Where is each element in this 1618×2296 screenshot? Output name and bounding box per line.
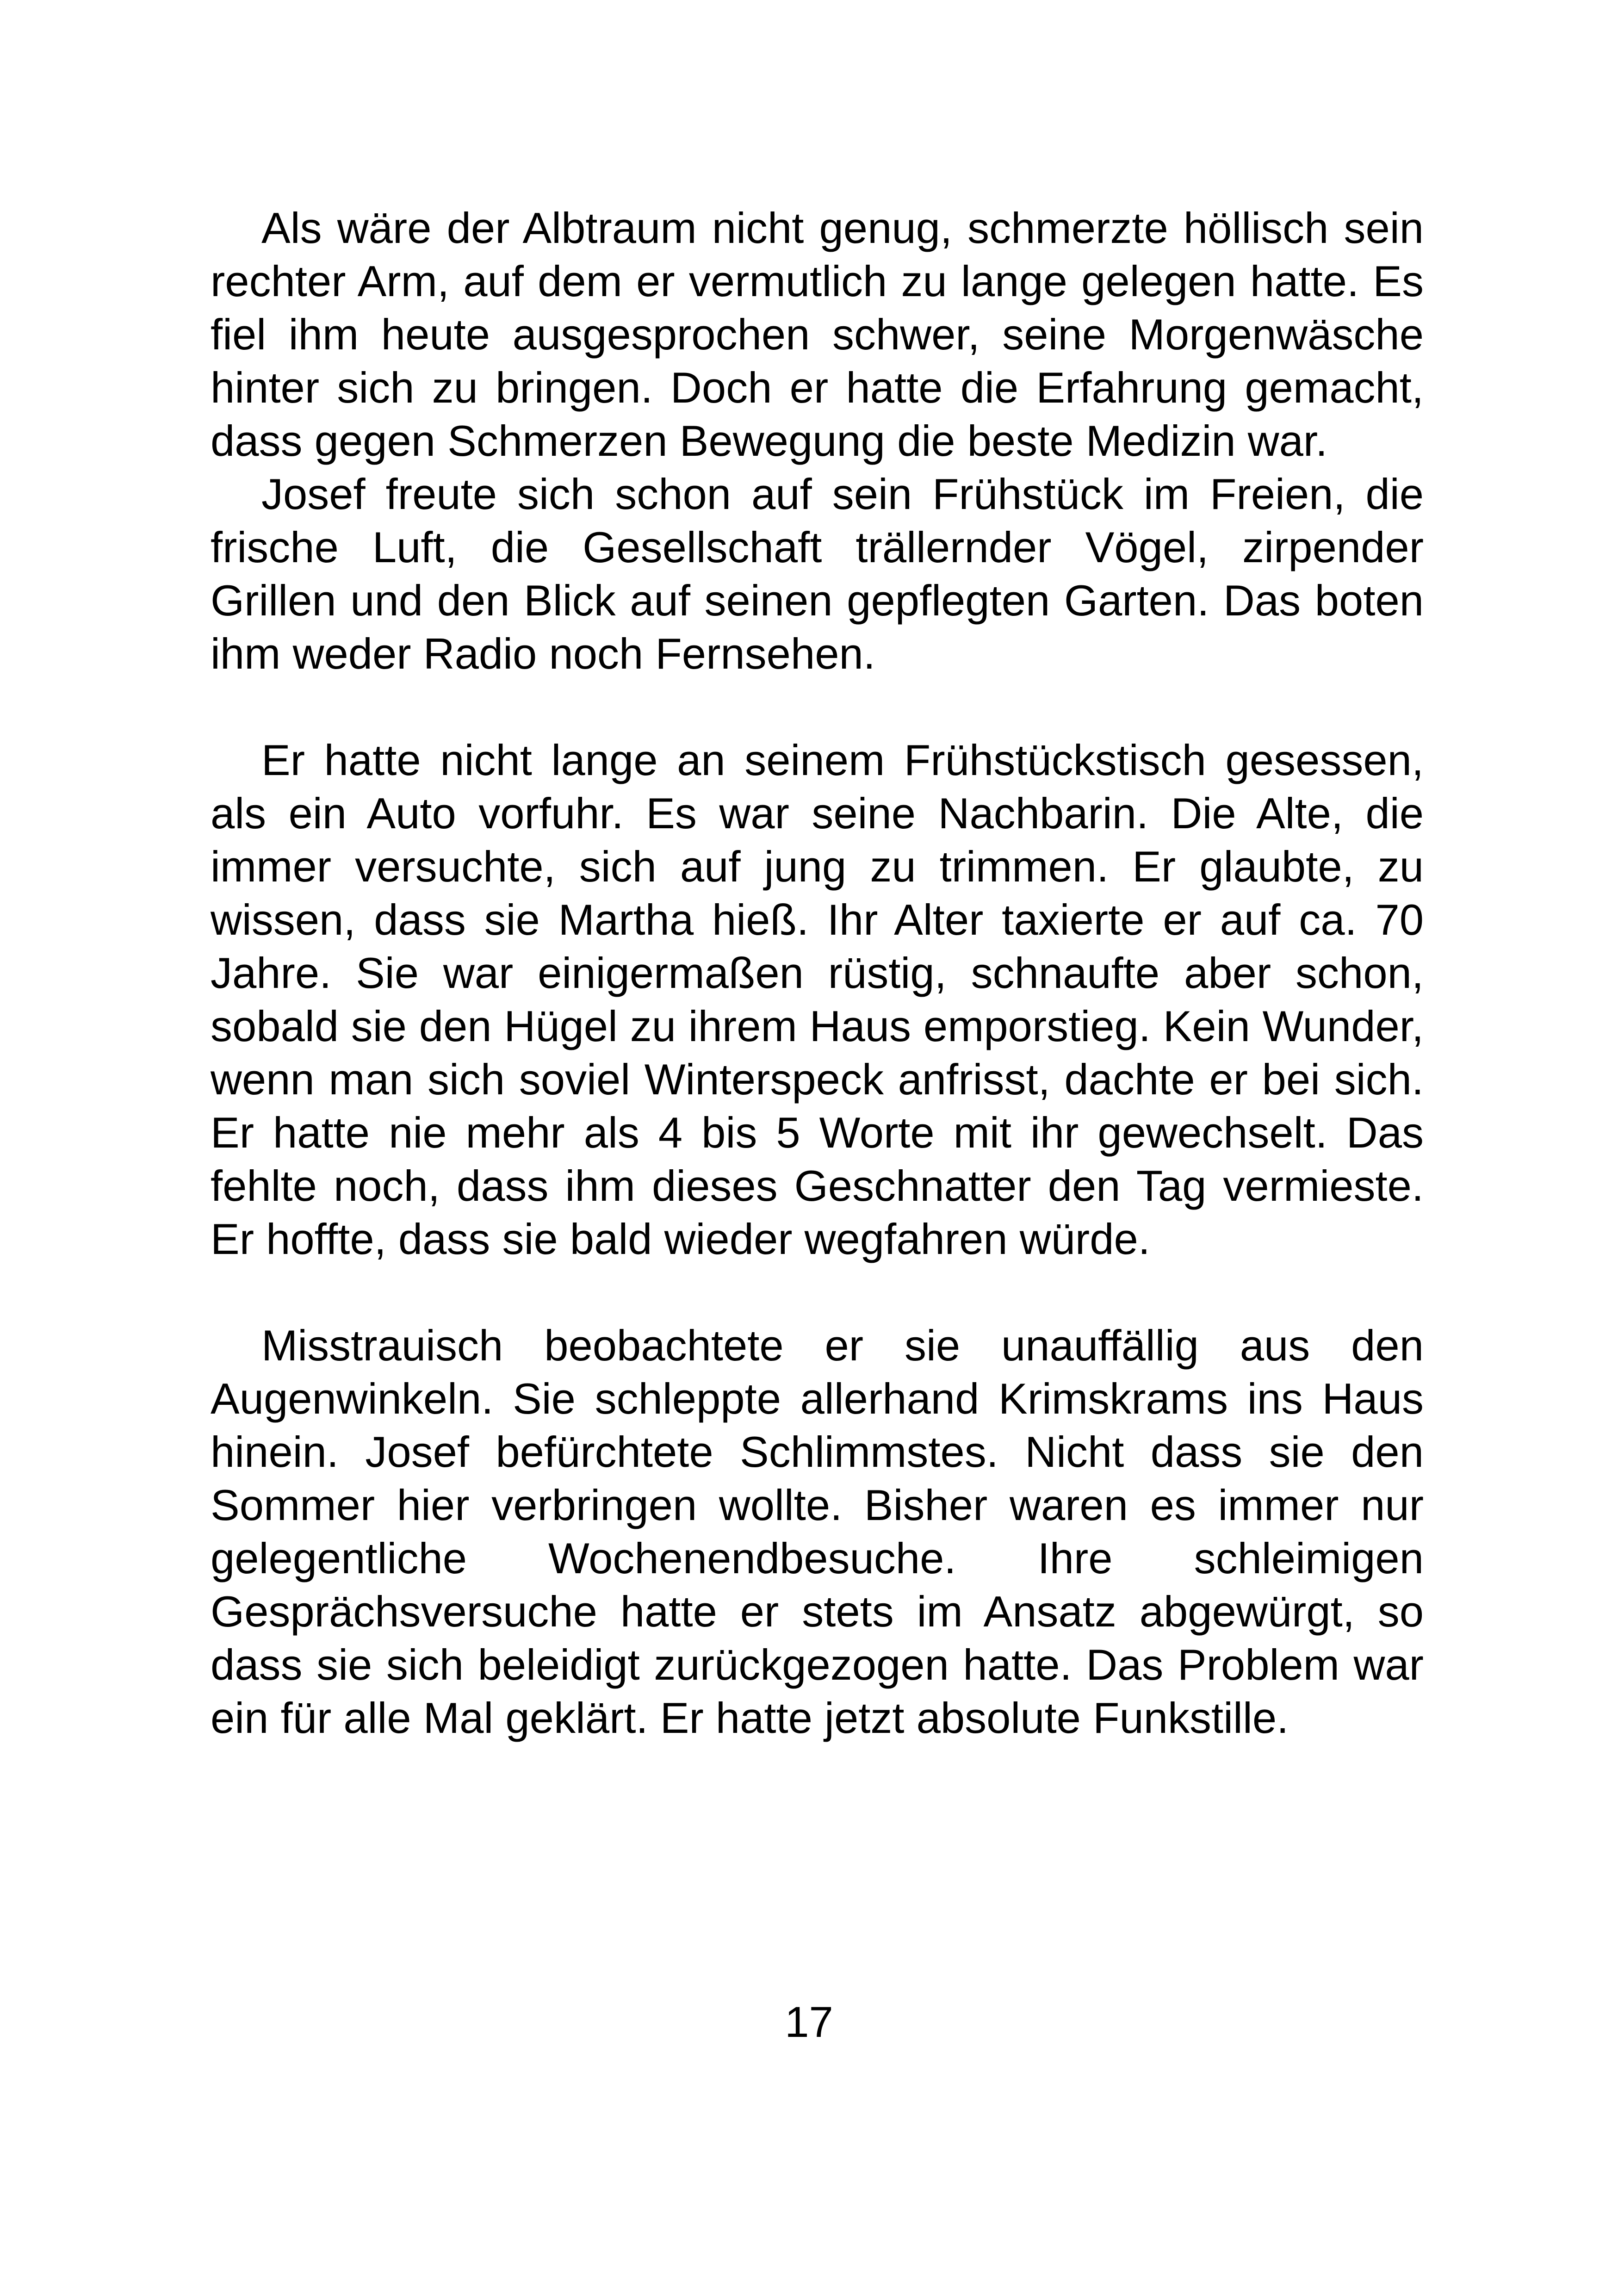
page-number: 17 bbox=[785, 1998, 833, 2046]
paragraph-spacer bbox=[211, 680, 1424, 733]
paragraph-spacer bbox=[211, 1266, 1424, 1319]
body-text bbox=[211, 201, 1424, 1744]
paragraph-2: Josef freute sich schon auf sein Frühstück im Freien, die frische Luft, die Gesellschaft trällernder Vögel, zirpender Grillen und den Blick auf seinen gepflegten Garten. Das boten ihm weder Radio noch Fernsehen. bbox=[211, 470, 1424, 678]
paragraph-4: Misstrauisch beobachtete er sie unauffällig aus den Augenwinkeln. Sie schleppte allerhand Krimskrams ins Haus hinein. Josef befürchtete Schlimmstes. Nicht dass sie den Sommer hier verbringen wollte. Bisher waren es immer nur gelegentliche Wochenendbesuche. Ihre schleimigen Gesprächsversuche hatte er stets im Ansatz abgewürgt, so dass sie sich beleidigt zurückgezogen hatte. Das Problem war ein für alle Mal geklärt. Er hatte jetzt absolute Funkstille. bbox=[211, 1321, 1424, 1742]
paragraph-3: Er hatte nicht lange an seinem Frühstückstisch gesessen, als ein Auto vorfuhr. Es war seine Nachbarin. Die Alte, die immer versuchte, sich auf jung zu trimmen. Er glaubte, zu wissen, dass sie Martha hieß. Ihr Alter taxierte er auf ca. 70 Jahre. Sie war einigermaßen rüstig, schnaufte aber schon, sobald sie den Hügel zu ihrem Haus emporstieg. Kein Wunder, wenn man sich soviel Winterspeck anfrisst, dachte er bei sich. Er hatte nie mehr als 4 bis 5 Worte mit ihr gewechselt. Das fehlte noch, dass ihm dieses Geschnatter den Tag vermieste. Er hoffte, dass sie bald wieder wegfahren würde. bbox=[211, 736, 1424, 1263]
paragraph-1: Als wäre der Albtraum nicht genug, schmerzte höllisch sein rechter Arm, auf dem er vermutlich zu lange gelegen hatte. Es fiel ihm heute ausgesprochen schwer, seine Morgenwäsche hinter sich zu bringen. Doch er hatte die Erfahrung gemacht, dass gegen Schmerzen Bewegung die beste Medizin war. bbox=[211, 204, 1424, 465]
